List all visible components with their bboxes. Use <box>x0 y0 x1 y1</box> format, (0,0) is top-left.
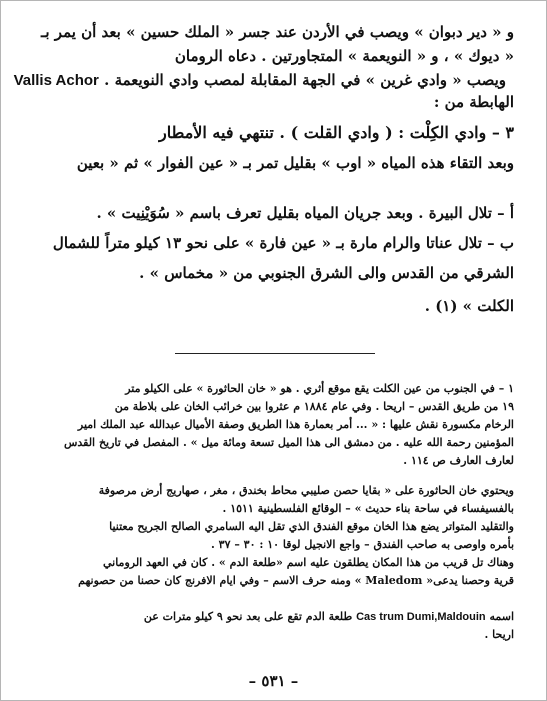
footnote-line-8: والتقليد المتواتر يضع هذا الخان موقع الفندق الذي تقل اليه السامري الصالح الجريح معتنيا <box>109 520 514 533</box>
page-number: – ٥٣١ – <box>248 672 299 690</box>
section-3-heading: ٣ – وادي الكِلْت : ( وادي القلت ) . تنتهي فيه الأمطار <box>158 123 514 142</box>
footnote-line-4: المؤمنين رحمة الله عليه . من دمشق الى هذا الميل تسعة ومائة ميل » . المفصل في تاريخ القدس <box>63 436 514 449</box>
footnote-line-13-text: اسمه <box>489 610 514 623</box>
body-line-4: الهابطة من : <box>433 93 514 111</box>
footnote-line-14: اريحا . <box>484 628 514 641</box>
castrum-latin: Cas trum Dumi,Maldouin <box>356 611 486 623</box>
body-line-1: و « دير دبوان » ويصب في الأردن عند جسر « الملك حسين » بعد أن يمر بـ <box>41 23 514 41</box>
item-alef: أ – تلال البيرة . وبعد جريان المياه بقليل تعرف باسم « سُوَيْنِيت » . <box>96 204 514 222</box>
footnote-line-5: لعارف العارف ص ١١٤ . <box>403 454 514 467</box>
footnote-line-9: بأمره واوصى به صاحب الفندق – واجع الانجيل لوقا ١٠ : ٣٠ – ٣٧ . <box>210 538 514 551</box>
footnote-separator <box>175 353 375 354</box>
body-line-6: وبعد التقاء هذه المياه « اوب » بقليل تمر بـ « عين الفوار » ثم « بعين <box>76 154 514 172</box>
footnote-line-13-tail: طلعة الدم تقع على بعد نحو ٩ كيلو مترات عن <box>143 610 353 623</box>
vallis-achor-latin: Vallis Achor <box>13 72 99 89</box>
footnote-line-10: وهناك تل قريب من هذا المكان يطلقون عليه اسم «طلعة الدم » . كان في العهد الروماني <box>102 556 514 569</box>
item-ba-line-2: الشرقي من القدس والى الشرق الجنوبي من « مخماس » . <box>139 264 514 282</box>
footnote-line-3: الرخام مكسورة نقش عليها : « ... أمر بعمارة هذا الطريق وصفة الأميال عبدالله عبد الملك امير <box>77 418 514 431</box>
body-line-3 <box>14 73 506 88</box>
footnote-line-2: ١٩ من طريق القدس – اريحا . وفي عام ١٨٨٤ م عثروا بين خرائب الخان على بلاطة من <box>114 400 514 413</box>
footnote-line-1: ١ – في الجنوب من عين الكلت يقع موقع أثري . هو « خان الحاثورة » على الكيلو متر <box>125 382 514 395</box>
footnote-line-7: بالفسيفساء في ساحة بناء حديث » – الوقائع الفلسطينية ١٥١١ . <box>222 502 514 515</box>
footnote-line-13 <box>144 611 514 623</box>
footnote-line-6: ويحتوي خان الحاثورة على « بقايا حصن صليبي محاط بخندق ، مغر ، صهاريج أرض مرصوفة <box>98 484 514 497</box>
body-line-3-text: ويصب « وادي غرين » في الجهة المقابلة لمصب وادي النويعمة . <box>104 71 506 89</box>
footnote-line-11: قرية وحصنا يدعى« Maledom » ومنه حرف الاسم – وفي ايام الافرنج كان حصنا من حصونهم <box>78 574 514 587</box>
body-line-2: « ديوك » ، و « النويعمة » المتجاورتين . دعاه الرومان <box>174 47 514 65</box>
body-line-10: الكلت » (١) . <box>424 297 514 315</box>
item-ba-line-1: ب – تلال عناتا والرام مارة بـ « عين فارة » على نحو ١٣ كيلو متراً للشمال <box>52 234 514 252</box>
